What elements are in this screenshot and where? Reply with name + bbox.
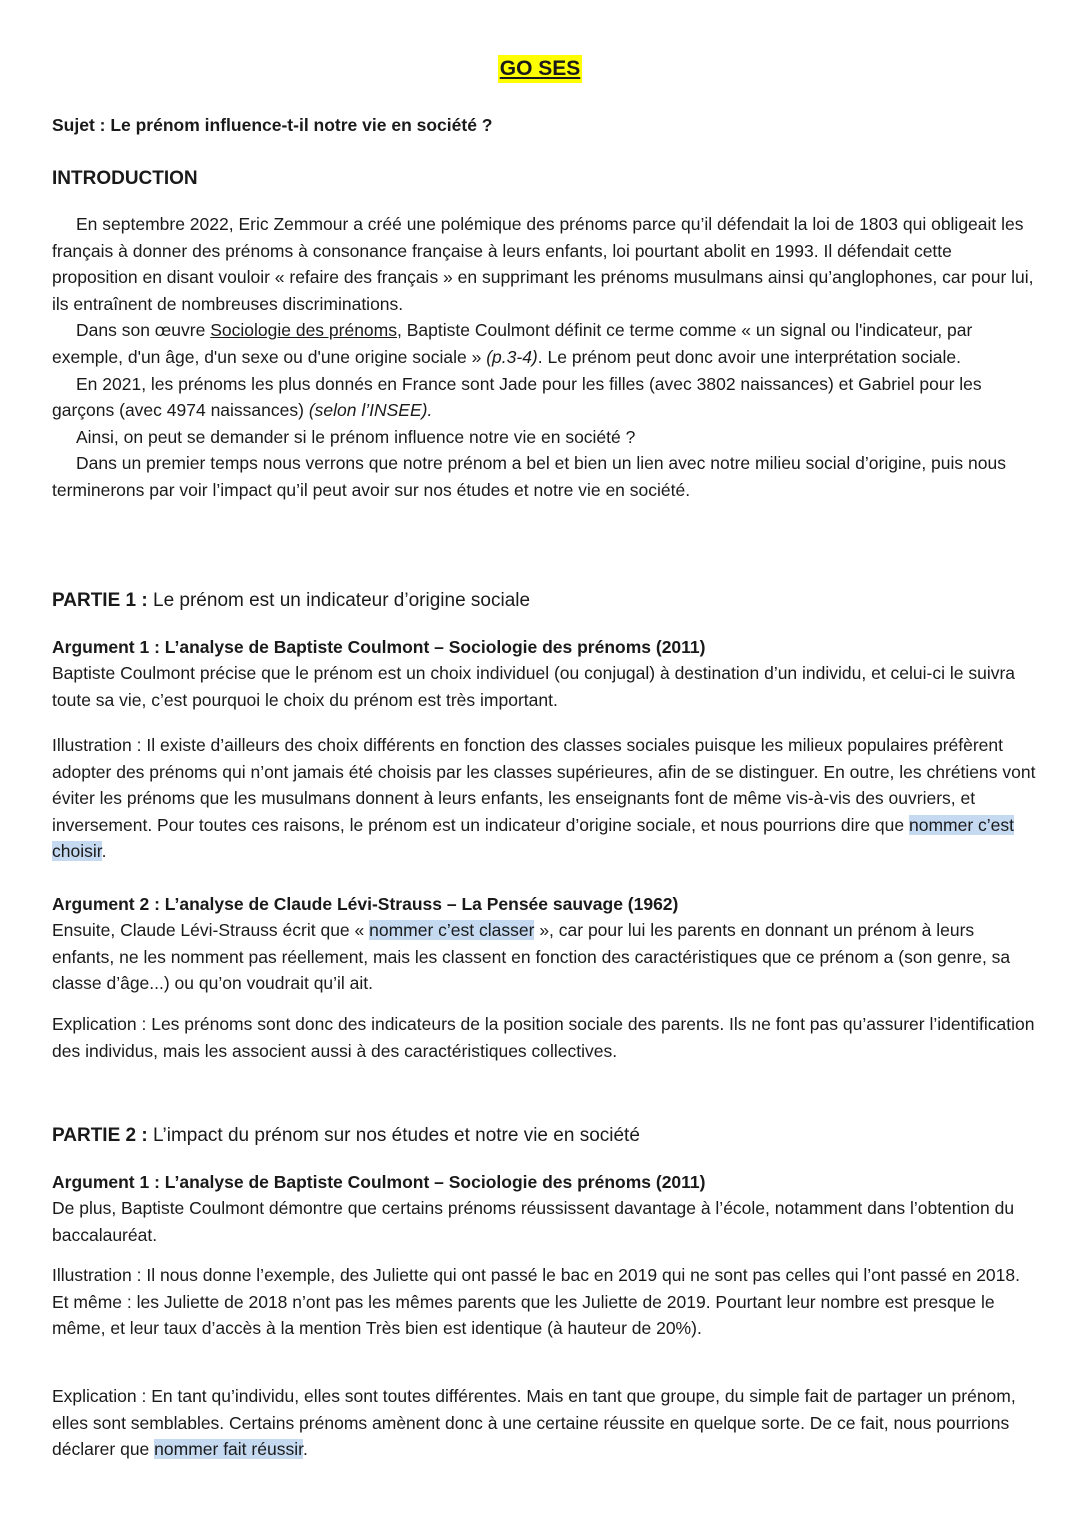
part1-arg1-heading: Argument 1 : L’analyse de Baptiste Coulmont – Sociologie des prénoms (2011) [52,637,706,657]
explication-end: . [302,1439,308,1460]
book-title-sociologie: Sociologie des prénoms [210,320,397,341]
illustration-end: . [101,841,107,862]
subject-line: Sujet : Le prénom influence-t-il notre vie en société ? [52,115,493,135]
arg2-text-b: », car pour lui les parents en donnant un prénom à leurs enfants, ne les nomment pas réellement, mais les classent en fonction des caractéristiques que ce prénom a (son genre, sa classe d’âge...) ou qu’on voudrait qu’il ait. [52,920,1011,994]
part1-label: PARTIE 1 : [52,590,148,611]
document-title: GO SES [498,55,583,83]
intro-p2-text-c: . Le prénom peut donc avoir une interprétation sociale. [537,346,961,367]
insee-reference: (selon l’INSEE). [308,400,433,421]
intro-paragraph-2 [52,317,1037,370]
part1-arg1-text: Baptiste Coulmont précise que le prénom est un choix individuel (ou conjugal) à destination d’un individu, et celui-ci le suivra toute sa vie, c’est pourquoi le choix du prénom est très important. [52,663,1016,710]
illustration-text: Illustration : Il existe d’ailleurs des choix différents en fonction des classes sociales puisque les milieux populaires préfèrent adopter des prénoms qui n’ont jamais été choisis par les classes supérieures, afin de se distinguer. En outre, les chrétiens vont éviter les prénoms que les musulmans donnent à leurs enfants, les enseignants font de même vis-à-vis des ouvriers, et inversement. Pour toutes ces raisons, le prénom est un indicateur d’origine sociale, et nous pourrions dire que [52,735,1036,835]
explication-text: Explication : En tant qu’individu, elles sont toutes différentes. Mais en tant que groupe, du simple fait de partager un prénom, elles sont semblables. Certains prénoms amènent donc à une certaine réussite en quelque sorte. De ce fait, nous pourrions déclarer que [52,1386,1016,1460]
highlight-nommer-classer: nommer c’est classer [369,920,535,940]
part1-arg1-illustration [52,732,1037,865]
intro-paragraph-4: Ainsi, on peut se demander si le prénom influence notre vie en société ? [76,426,636,447]
part2-arg1-explication [52,1383,1037,1463]
part2-arg1-illustration: Illustration : Il nous donne l’exemple, des Juliette qui ont passé le bac en 2019 qui ne sont pas celles qui l’ont passé en 2018. Et même : les Juliette de 2018 n’ont pas les mêmes parents que les Juliette de 2019. Pourtant leur nombre est presque le même, et leur taux d’accès à la mention Très bien est identique (à hauteur de 20%). [52,1265,1020,1339]
part1-arg2-text [52,917,1037,997]
intro-p2-text-b: , Baptiste Coulmont définit ce terme comme « un signal ou l'indicateur, par exemple, d'un âge, d'un sexe ou d'une origine sociale » [52,320,973,367]
part1-title: Le prénom est un indicateur d’origine sociale [147,590,531,611]
intro-paragraph-5: Dans un premier temps nous verrons que notre prénom a bel et bien un lien avec notre milieu social d’origine, puis nous terminerons par voir l’impact qu’il peut avoir sur nos études et notre vie en société. [52,453,1006,500]
part2-title: L’impact du prénom sur nos études et notre vie en société [147,1125,640,1146]
introduction-heading: INTRODUCTION [52,168,198,189]
intro-p2-text-a: Dans son œuvre [76,320,211,341]
introduction-body [52,211,1037,504]
intro-paragraph-3 [52,371,1037,424]
highlight-nommer-choisir: nommer c’est choisir [52,814,1015,862]
arg2-text-a: Ensuite, Claude Lévi-Strauss écrit que « [52,920,370,940]
highlight-nommer-reussir: nommer fait réussir [154,1439,303,1460]
part2-arg1-heading: Argument 1 : L’analyse de Baptiste Coulmont – Sociologie des prénoms (2011) [52,1172,706,1192]
part1-arg2-explication: Explication : Les prénoms sont donc des indicateurs de la position sociale des parents. Ils ne font pas qu’assurer l’identification des individus, mais les associent aussi à des caractéristiques collectives. [52,1014,1035,1061]
title-container [0,55,1080,83]
part2-label: PARTIE 2 : [52,1125,148,1146]
part2-heading [52,1123,1037,1150]
part1-heading [52,588,1037,615]
intro-p3-text: En 2021, les prénoms les plus donnés en France sont Jade pour les filles (avec 3802 naissances) et Gabriel pour les garçons (avec 4974 naissances) [52,373,982,421]
page-reference: (p.3-4) [486,346,538,367]
part1-arg2-heading: Argument 2 : L’analyse de Claude Lévi-Strauss – La Pensée sauvage (1962) [52,894,679,914]
part2-arg1-text: De plus, Baptiste Coulmont démontre que certains prénoms réussissent davantage à l’école, notamment dans l’obtention du baccalauréat. [52,1198,1015,1245]
intro-paragraph-1: En septembre 2022, Eric Zemmour a créé une polémique des prénoms parce qu’il défendait la loi de 1803 qui obligeait les français à donner des prénoms à consonance française à leurs enfants, loi pourtant abolit en 1993. Il défendait cette proposition en disant vouloir « refaire des français » en supprimant les prénoms musulmans ainsi qu’anglophones, car pour lui, ils entraînent de nombreuses discriminations. [52,214,1034,314]
